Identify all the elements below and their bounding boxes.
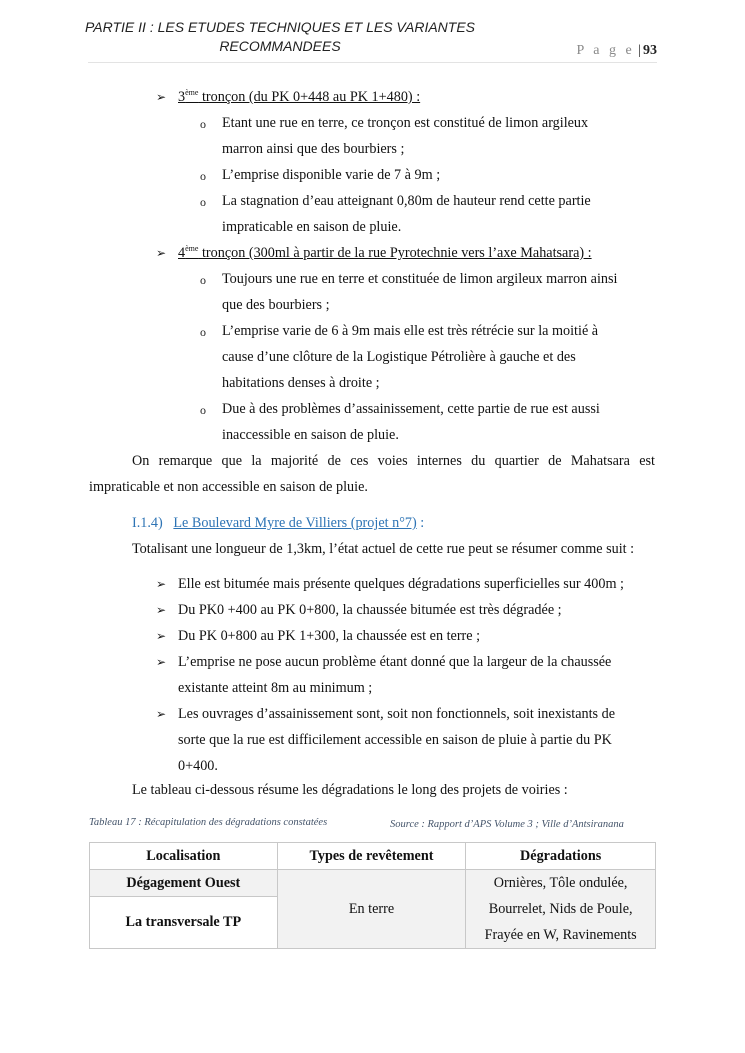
- section3-heading-number: 3: [178, 89, 186, 105]
- list-item: Du PK0 +400 au PK 0+800, la chaussée bitumée est très dégradée ;: [178, 602, 562, 618]
- table-intro: Le tableau ci-dessous résume les dégradations le long des projets de voiries :: [132, 782, 568, 798]
- section4-heading-number: 4: [178, 245, 186, 261]
- cell-localisation: Dégagement Ouest: [90, 870, 278, 897]
- table-caption: Tableau 17 : Récapitulation des dégradations constatées: [89, 817, 328, 828]
- list-item: Elle est bitumée mais présente quelques dégradations superficielles sur 400m ;: [178, 576, 624, 592]
- subsection-number: I.1.4): [132, 515, 163, 531]
- page-label: P a g e: [576, 43, 635, 58]
- list-item: L’emprise ne pose aucun problème étant donné que la largeur de la chaussée: [178, 654, 612, 670]
- subsection-colon: :: [416, 515, 425, 531]
- degradation-line: Frayée en W, Ravinements: [484, 927, 637, 943]
- arrow-bullet-icon: ➢: [156, 246, 167, 260]
- list-item: Du PK 0+800 au PK 1+300, la chaussée est en terre ;: [178, 628, 481, 644]
- arrow-bullet-icon: ➢: [156, 655, 167, 669]
- section4-heading: [178, 243, 592, 263]
- list-item: impraticable en saison de pluie.: [222, 219, 402, 235]
- circle-bullet-icon: o: [200, 273, 206, 287]
- header-title-line2: RECOMMANDEES: [219, 38, 341, 54]
- list-item: sorte que la rue est difficilement accessible en saison de pluie à partie du PK: [178, 732, 612, 748]
- list-item: Due à des problèmes d’assainissement, cette partie de rue est aussi: [222, 401, 600, 417]
- remark-line2: impraticable et non accessible en saison de pluie.: [89, 479, 368, 495]
- cell-type: En terre: [277, 870, 466, 949]
- list-item: La stagnation d’eau atteignant 0,80m de hauteur rend cette partie: [222, 193, 591, 209]
- list-item: que des bourbiers ;: [222, 297, 330, 313]
- header-title-line1: PARTIE II : LES ETUDES TECHNIQUES ET LES VARIANTES: [84, 19, 476, 35]
- list-item: habitations denses à droite ;: [222, 375, 380, 391]
- page-number: 93: [643, 43, 657, 58]
- list-item: Les ouvrages d’assainissement sont, soit non fonctionnels, soit inexistants de: [178, 706, 615, 722]
- page-number-block: [576, 43, 657, 59]
- degradation-line: Ornières, Tôle ondulée,: [493, 875, 628, 891]
- section3-heading-text: tronçon (du PK 0+448 au PK 1+480) :: [198, 89, 421, 105]
- header-types-revetement: Types de revêtement: [277, 843, 466, 870]
- cell-degradations: [466, 870, 656, 949]
- subsection-heading: [132, 513, 424, 533]
- list-item: marron ainsi que des bourbiers ;: [222, 141, 405, 157]
- subsection-title: Le Boulevard Myre de Villiers (projet n°7): [173, 515, 417, 531]
- arrow-bullet-icon: ➢: [156, 90, 167, 104]
- table-header-row: [90, 843, 656, 870]
- arrow-bullet-icon: ➢: [156, 577, 167, 591]
- section3-heading: [178, 87, 420, 107]
- circle-bullet-icon: o: [200, 195, 206, 209]
- list-item: Etant une rue en terre, ce tronçon est constitué de limon argileux: [222, 115, 589, 131]
- page-separator: |: [638, 43, 641, 58]
- circle-bullet-icon: o: [200, 325, 206, 339]
- intro-paragraph: Totalisant une longueur de 1,3km, l’état actuel de cette rue peut se résumer comme suit :: [132, 541, 635, 557]
- header-localisation: Localisation: [90, 843, 278, 870]
- arrow-bullet-icon: ➢: [156, 707, 167, 721]
- circle-bullet-icon: o: [200, 169, 206, 183]
- arrow-bullet-icon: ➢: [156, 629, 167, 643]
- cell-localisation: La transversale TP: [90, 897, 278, 949]
- arrow-bullet-icon: ➢: [156, 603, 167, 617]
- remark-line1: On remarque que la majorité de ces voies internes du quartier de Mahatsara est: [132, 453, 655, 469]
- list-item: inaccessible en saison de pluie.: [222, 427, 399, 443]
- list-item: Toujours une rue en terre et constituée de limon argileux marron ainsi: [222, 271, 618, 287]
- circle-bullet-icon: o: [200, 403, 206, 417]
- list-item: cause d’une clôture de la Logistique Pétrolière à gauche et des: [222, 349, 576, 365]
- header-divider: [88, 62, 657, 63]
- header-degradations: Dégradations: [466, 843, 656, 870]
- table-row: [90, 870, 656, 897]
- table-source: Source : Rapport d’APS Volume 3 ; Ville d’Antsiranana: [390, 819, 624, 830]
- list-item: 0+400.: [178, 758, 218, 774]
- degradation-line: Bourrelet, Nids de Poule,: [488, 901, 633, 917]
- running-header-title: [60, 18, 500, 56]
- list-item: L’emprise varie de 6 à 9m mais elle est très rétrécie sur la moitié à: [222, 323, 599, 339]
- circle-bullet-icon: o: [200, 117, 206, 131]
- degradations-table: [89, 842, 656, 949]
- section4-heading-text: tronçon (300ml à partir de la rue Pyrotechnie vers l’axe Mahatsara) :: [198, 245, 592, 261]
- list-item: L’emprise disponible varie de 7 à 9m ;: [222, 167, 441, 183]
- section4-heading-sup: ème: [185, 244, 199, 253]
- list-item: existante atteint 8m au minimum ;: [178, 680, 373, 696]
- section3-heading-sup: ème: [185, 88, 199, 97]
